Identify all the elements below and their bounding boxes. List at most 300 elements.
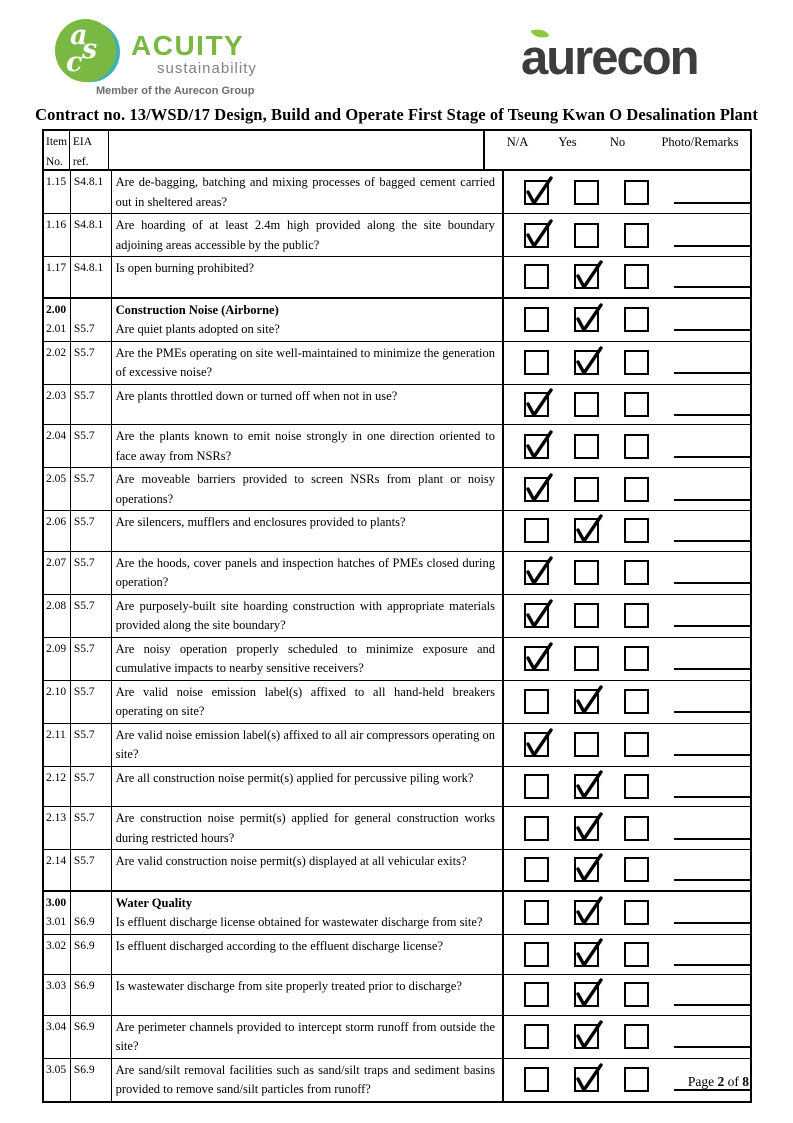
checkbox-no[interactable] bbox=[624, 646, 649, 671]
remarks-line[interactable] bbox=[674, 922, 750, 924]
question-text: Is effluent discharge license obtained for wastewater discharge from site? bbox=[115, 915, 483, 929]
checkbox-yes[interactable] bbox=[574, 900, 599, 925]
checkbox-yes[interactable] bbox=[574, 816, 599, 841]
answer-cell bbox=[504, 595, 750, 637]
eia-ref: S5.7 bbox=[73, 516, 95, 528]
eia-ref-cell bbox=[71, 638, 112, 680]
checkbox-yes[interactable] bbox=[574, 518, 599, 543]
section-title: Construction Noise (Airborne) bbox=[115, 302, 279, 317]
remarks-line[interactable] bbox=[674, 879, 750, 881]
checkmark-icon bbox=[522, 386, 555, 419]
item-sub-number: 2.01 bbox=[46, 323, 67, 335]
eia-ref: S6.9 bbox=[73, 1063, 95, 1076]
checkbox-yes[interactable] bbox=[574, 392, 599, 417]
remarks-line[interactable] bbox=[674, 456, 750, 458]
question-text: Is wastewater discharge from site properly treated prior to discharge? bbox=[115, 979, 462, 993]
page-number: Page 2 of 8 bbox=[687, 1074, 749, 1089]
table-row bbox=[44, 1058, 750, 1101]
eia-sub-ref: S6.9 bbox=[73, 916, 95, 928]
question-text: Are all construction noise permit(s) applied for percussive piling work? bbox=[115, 770, 474, 785]
remarks-line[interactable] bbox=[674, 202, 750, 204]
checkbox-na[interactable] bbox=[524, 982, 549, 1007]
question-cell bbox=[112, 468, 504, 510]
item-no-cell bbox=[44, 595, 71, 637]
checkmark-icon bbox=[572, 810, 605, 843]
item-number: 2.13 bbox=[46, 812, 67, 824]
item-number: 2.14 bbox=[46, 855, 67, 867]
answer-cell bbox=[504, 214, 750, 256]
question-text: Is open burning prohibited? bbox=[115, 261, 255, 275]
remarks-line[interactable] bbox=[674, 540, 750, 542]
question-text: Are purposely-built site hoarding construction with appropriate materials provided along the site boundary? bbox=[115, 598, 495, 632]
eia-ref: S5.7 bbox=[73, 599, 95, 612]
item-number: 2.03 bbox=[46, 389, 67, 402]
table-row bbox=[44, 551, 750, 594]
checkmark-icon bbox=[522, 726, 555, 759]
checkbox-na[interactable] bbox=[524, 1024, 549, 1049]
item-no-cell bbox=[44, 1016, 71, 1058]
question-cell bbox=[112, 257, 504, 297]
checkmark-icon bbox=[572, 683, 605, 716]
acuity-wordmark: ACUITY bbox=[131, 30, 245, 61]
checkmark-icon bbox=[522, 217, 555, 250]
answer-cell bbox=[504, 892, 750, 934]
remarks-line[interactable] bbox=[674, 796, 750, 798]
question-text: Are valid noise emission label(s) affixed to all hand-held breakers operating on site? bbox=[115, 684, 495, 718]
checkbox-na[interactable] bbox=[524, 560, 549, 585]
eia-ref: S5.7 bbox=[73, 430, 95, 442]
checkbox-yes[interactable] bbox=[574, 434, 599, 459]
remarks-line[interactable] bbox=[674, 668, 750, 670]
question-text: Are perimeter channels provided to intercept storm runoff from outside the site? bbox=[115, 1019, 495, 1053]
eia-ref bbox=[74, 894, 110, 914]
acuity-monogram-letter: c bbox=[66, 47, 83, 78]
checkmark-icon bbox=[522, 471, 555, 504]
checkbox-no[interactable] bbox=[624, 434, 649, 459]
item-number: 2.09 bbox=[46, 642, 67, 655]
checkbox-no[interactable] bbox=[624, 180, 649, 205]
eia-ref: S5.7 bbox=[73, 685, 95, 698]
checkbox-na[interactable] bbox=[524, 646, 549, 671]
question-cell bbox=[112, 807, 504, 849]
checkmark-icon bbox=[522, 174, 555, 207]
answer-cell bbox=[504, 681, 750, 723]
eia-ref-cell bbox=[71, 171, 112, 213]
answer-cell bbox=[504, 552, 750, 594]
checkbox-na[interactable] bbox=[524, 392, 549, 417]
question-cell bbox=[112, 1059, 504, 1101]
table-row bbox=[44, 467, 750, 510]
header-item-no: Item No. bbox=[44, 131, 70, 169]
acuity-monogram-letter: a bbox=[70, 20, 88, 51]
item-no-cell bbox=[44, 638, 71, 680]
item-number: 3.05 bbox=[46, 1063, 67, 1076]
checkbox-na[interactable] bbox=[524, 180, 549, 205]
checkbox-yes[interactable] bbox=[574, 603, 599, 628]
answer-cell bbox=[504, 257, 750, 297]
eia-ref: S6.9 bbox=[73, 980, 95, 992]
header-no: No bbox=[609, 135, 626, 149]
question-text: Are the plants known to emit noise strongly in one direction oriented to face away from NSRs? bbox=[115, 429, 495, 463]
checkbox-no[interactable] bbox=[624, 392, 649, 417]
table-row bbox=[44, 594, 750, 637]
header-na: N/A bbox=[506, 135, 529, 149]
item-no-cell bbox=[44, 681, 71, 723]
checkbox-yes[interactable] bbox=[574, 942, 599, 967]
eia-ref-cell bbox=[71, 468, 112, 510]
eia-ref: S6.9 bbox=[73, 939, 95, 952]
checkbox-yes[interactable] bbox=[574, 1067, 599, 1092]
item-number: 3.02 bbox=[46, 939, 67, 952]
checkbox-no[interactable] bbox=[624, 1067, 649, 1092]
question-cell bbox=[112, 975, 504, 1015]
item-number: 2.06 bbox=[46, 516, 67, 528]
checkmark-icon bbox=[572, 301, 605, 334]
checkbox-yes[interactable] bbox=[574, 732, 599, 757]
item-no-cell bbox=[44, 892, 71, 934]
question-cell bbox=[112, 1016, 504, 1058]
item-no-cell bbox=[44, 935, 71, 975]
remarks-line[interactable] bbox=[674, 245, 750, 247]
question-cell bbox=[112, 385, 504, 425]
eia-ref: S5.7 bbox=[73, 642, 95, 655]
table-row bbox=[44, 723, 750, 766]
item-no-cell bbox=[44, 850, 71, 890]
checkbox-na[interactable] bbox=[524, 689, 549, 714]
checkbox-na[interactable] bbox=[524, 350, 549, 375]
acuity-monogram-letter: s bbox=[82, 34, 98, 65]
checkbox-na[interactable] bbox=[524, 477, 549, 502]
table-header-row bbox=[44, 131, 750, 169]
answer-cell bbox=[504, 468, 750, 510]
checkbox-na[interactable] bbox=[524, 857, 549, 882]
item-number: 2.08 bbox=[46, 599, 67, 612]
question-text: Are valid construction noise permit(s) displayed at all vehicular exits? bbox=[115, 854, 467, 868]
question-cell bbox=[112, 171, 504, 213]
eia-ref: S5.7 bbox=[73, 473, 95, 485]
checkbox-na[interactable] bbox=[524, 816, 549, 841]
answer-cell bbox=[504, 724, 750, 766]
checkbox-no[interactable] bbox=[624, 223, 649, 248]
checklist-body bbox=[44, 169, 750, 1101]
item-number: 2.04 bbox=[46, 430, 67, 442]
question-cell bbox=[112, 850, 504, 890]
question-text: Are quiet plants adopted on site? bbox=[115, 322, 280, 336]
checkmark-icon bbox=[572, 1018, 605, 1051]
checkbox-na[interactable] bbox=[524, 774, 549, 799]
question-cell bbox=[112, 767, 504, 807]
checkbox-no[interactable] bbox=[624, 350, 649, 375]
eia-ref-cell bbox=[71, 892, 112, 934]
item-no-cell bbox=[44, 975, 71, 1015]
eia-ref: S4.8.1 bbox=[73, 219, 104, 231]
checkmark-icon bbox=[522, 640, 555, 673]
checkbox-no[interactable] bbox=[624, 774, 649, 799]
eia-ref: S5.7 bbox=[73, 728, 95, 741]
answer-cell bbox=[504, 511, 750, 551]
answer-cell bbox=[504, 975, 750, 1015]
checkbox-yes[interactable] bbox=[574, 689, 599, 714]
question-text: Are moveable barriers provided to screen NSRs from plant or noisy operations? bbox=[115, 472, 495, 506]
checkbox-na[interactable] bbox=[524, 223, 549, 248]
checkbox-yes[interactable] bbox=[574, 223, 599, 248]
eia-ref: S5.7 bbox=[73, 771, 95, 784]
remarks-line[interactable] bbox=[674, 499, 750, 501]
remarks-line[interactable] bbox=[674, 1004, 750, 1006]
table-row bbox=[44, 890, 750, 934]
table-row bbox=[44, 169, 750, 213]
eia-ref-cell bbox=[71, 1016, 112, 1058]
checkbox-yes[interactable] bbox=[574, 646, 599, 671]
eia-ref-cell bbox=[71, 385, 112, 425]
table-row bbox=[44, 680, 750, 723]
item-no-cell bbox=[44, 171, 71, 213]
checkmark-icon bbox=[572, 512, 605, 545]
checkbox-no[interactable] bbox=[624, 689, 649, 714]
question-cell bbox=[112, 892, 504, 934]
checkbox-na[interactable] bbox=[524, 732, 549, 757]
answer-cell bbox=[504, 425, 750, 467]
answer-cell bbox=[504, 385, 750, 425]
eia-ref: S5.7 bbox=[73, 346, 95, 359]
question-cell bbox=[112, 935, 504, 975]
checkbox-no[interactable] bbox=[624, 857, 649, 882]
question-cell bbox=[112, 552, 504, 594]
checkbox-na[interactable] bbox=[524, 434, 549, 459]
remarks-line[interactable] bbox=[674, 711, 750, 713]
remarks-line[interactable] bbox=[674, 964, 750, 966]
remarks-line[interactable] bbox=[674, 329, 750, 331]
remarks-line[interactable] bbox=[674, 754, 750, 756]
question-text: Is effluent discharged according to the effluent discharge license? bbox=[115, 938, 444, 953]
acuity-subtitle: sustainability bbox=[157, 60, 257, 77]
table-row bbox=[44, 1015, 750, 1058]
checkbox-yes[interactable] bbox=[574, 1024, 599, 1049]
checkbox-na[interactable] bbox=[524, 942, 549, 967]
checkmark-icon bbox=[522, 597, 555, 630]
aurecon-logo bbox=[521, 30, 751, 86]
eia-ref-cell bbox=[71, 935, 112, 975]
item-no-cell bbox=[44, 342, 71, 384]
checkmark-icon bbox=[572, 768, 605, 801]
checkbox-na[interactable] bbox=[524, 518, 549, 543]
remarks-line[interactable] bbox=[674, 838, 750, 840]
answer-cell bbox=[504, 935, 750, 975]
question-text: Are the PMEs operating on site well-maintained to minimize the generation of excessive noise? bbox=[115, 345, 495, 379]
eia-ref-cell bbox=[71, 681, 112, 723]
acuity-sustainability-logo bbox=[55, 19, 119, 85]
item-no-cell bbox=[44, 468, 71, 510]
eia-ref-cell bbox=[71, 850, 112, 890]
checkbox-no[interactable] bbox=[624, 732, 649, 757]
item-number: 1.16 bbox=[46, 219, 67, 231]
aurecon-wordmark: aurecon bbox=[521, 31, 698, 85]
checkbox-na[interactable] bbox=[524, 900, 549, 925]
checkbox-no[interactable] bbox=[624, 982, 649, 1007]
checkmark-icon bbox=[572, 976, 605, 1009]
table-row bbox=[44, 510, 750, 551]
eia-ref-cell bbox=[71, 724, 112, 766]
question-cell bbox=[112, 638, 504, 680]
eia-ref-cell bbox=[71, 511, 112, 551]
remarks-line[interactable] bbox=[674, 1046, 750, 1048]
question-cell bbox=[112, 342, 504, 384]
checkbox-yes[interactable] bbox=[574, 774, 599, 799]
eia-ref-cell bbox=[71, 975, 112, 1015]
eia-ref: S5.7 bbox=[73, 855, 95, 867]
answer-cell bbox=[504, 807, 750, 849]
checkmark-icon bbox=[522, 428, 555, 461]
question-text: Are hoarding of at least 2.4m high provided along the site boundary adjoining areas accessible by the public? bbox=[115, 218, 495, 252]
table-row bbox=[44, 384, 750, 425]
question-text: Are the hoods, cover panels and inspection hatches of PMEs closed during operation? bbox=[115, 555, 495, 589]
eia-ref-cell bbox=[71, 425, 112, 467]
section-title: Water Quality bbox=[115, 895, 193, 910]
table-row bbox=[44, 297, 750, 341]
eia-ref: S6.9 bbox=[73, 1020, 95, 1033]
table-row bbox=[44, 974, 750, 1015]
checkbox-no[interactable] bbox=[624, 307, 649, 332]
remarks-line[interactable] bbox=[674, 286, 750, 288]
checkbox-no[interactable] bbox=[624, 560, 649, 585]
answer-cell bbox=[504, 767, 750, 807]
header-yes: Yes bbox=[558, 135, 577, 149]
item-sub-number: 3.01 bbox=[46, 916, 67, 928]
item-number: 2.05 bbox=[46, 473, 67, 485]
header-question bbox=[109, 131, 485, 169]
checkbox-yes[interactable] bbox=[574, 180, 599, 205]
eia-ref: S5.7 bbox=[73, 812, 95, 824]
remarks-line[interactable] bbox=[674, 372, 750, 374]
question-cell bbox=[112, 214, 504, 256]
checkmark-icon bbox=[572, 894, 605, 927]
checkbox-no[interactable] bbox=[624, 477, 649, 502]
checkbox-na[interactable] bbox=[524, 1067, 549, 1092]
remarks-line[interactable] bbox=[674, 625, 750, 627]
checkbox-yes[interactable] bbox=[574, 477, 599, 502]
table-row bbox=[44, 766, 750, 807]
header-photo-remarks: Photo/Remarks bbox=[661, 135, 739, 149]
question-cell bbox=[112, 299, 504, 341]
question-text: Are de-bagging, batching and mixing processes of bagged cement carried out in sheltered areas? bbox=[115, 175, 495, 209]
answer-cell bbox=[504, 638, 750, 680]
question-cell bbox=[112, 724, 504, 766]
page-title: Contract no. 13/WSD/17 Design, Build and Operate First Stage of Tseung Kwan O Desalination Plant bbox=[35, 105, 758, 124]
item-number: 2.11 bbox=[46, 728, 66, 741]
eia-ref-cell bbox=[71, 552, 112, 594]
checkbox-na[interactable] bbox=[524, 603, 549, 628]
checkbox-no[interactable] bbox=[624, 603, 649, 628]
item-number: 2.07 bbox=[46, 556, 67, 569]
checkbox-yes[interactable] bbox=[574, 982, 599, 1007]
table-row bbox=[44, 934, 750, 975]
checkbox-no[interactable] bbox=[624, 900, 649, 925]
checkmark-icon bbox=[572, 344, 605, 377]
item-no-cell bbox=[44, 511, 71, 551]
remarks-line[interactable] bbox=[674, 582, 750, 584]
eia-ref-cell bbox=[71, 767, 112, 807]
eia-ref-cell bbox=[71, 1059, 112, 1101]
question-cell bbox=[112, 511, 504, 551]
checkmark-icon bbox=[572, 258, 605, 291]
item-number: 1.17 bbox=[46, 262, 67, 274]
eia-ref: S4.8.1 bbox=[73, 176, 104, 188]
acuity-logo-green-circle bbox=[55, 19, 116, 82]
answer-cell bbox=[504, 299, 750, 341]
eia-ref-cell bbox=[71, 299, 112, 341]
checkbox-no[interactable] bbox=[624, 942, 649, 967]
checkbox-na[interactable] bbox=[524, 307, 549, 332]
eia-ref-cell bbox=[71, 257, 112, 297]
item-no-cell bbox=[44, 385, 71, 425]
item-no-cell bbox=[44, 257, 71, 297]
checkbox-yes[interactable] bbox=[574, 560, 599, 585]
question-cell bbox=[112, 595, 504, 637]
item-number: 1.15 bbox=[46, 176, 67, 188]
item-no-cell bbox=[44, 724, 71, 766]
eia-ref: S4.8.1 bbox=[73, 262, 104, 274]
table-row bbox=[44, 341, 750, 384]
remarks-line[interactable] bbox=[674, 414, 750, 416]
acuity-tagline: Member of the Aurecon Group bbox=[96, 85, 255, 97]
eia-ref bbox=[74, 301, 110, 321]
eia-ref: S5.7 bbox=[73, 389, 95, 402]
item-no-cell bbox=[44, 299, 71, 341]
checkbox-yes[interactable] bbox=[574, 350, 599, 375]
eia-sub-ref: S5.7 bbox=[73, 323, 95, 335]
item-number: 3.00 bbox=[46, 896, 67, 909]
checkbox-no[interactable] bbox=[624, 1024, 649, 1049]
answer-cell bbox=[504, 171, 750, 213]
checkmark-icon bbox=[572, 851, 605, 884]
checkbox-yes[interactable] bbox=[574, 307, 599, 332]
item-number: 3.03 bbox=[46, 980, 67, 992]
table-row bbox=[44, 806, 750, 849]
question-text: Are plants throttled down or turned off when not in use? bbox=[115, 388, 398, 403]
table-row bbox=[44, 213, 750, 256]
item-number: 2.10 bbox=[46, 685, 67, 698]
eia-ref-cell bbox=[71, 595, 112, 637]
item-no-cell bbox=[44, 214, 71, 256]
item-no-cell bbox=[44, 807, 71, 849]
item-no-cell bbox=[44, 767, 71, 807]
item-number: 2.12 bbox=[46, 771, 67, 784]
eia-ref: S5.7 bbox=[73, 556, 95, 569]
checkbox-no[interactable] bbox=[624, 518, 649, 543]
item-number: 2.00 bbox=[46, 303, 67, 316]
eia-ref-cell bbox=[71, 342, 112, 384]
checkbox-yes[interactable] bbox=[574, 264, 599, 289]
question-text: Are sand/silt removal facilities such as sand/silt traps and sediment basins provided to remove sand/silt particles from runoff? bbox=[115, 1062, 495, 1096]
checkbox-no[interactable] bbox=[624, 816, 649, 841]
item-no-cell bbox=[44, 425, 71, 467]
checkbox-no[interactable] bbox=[624, 264, 649, 289]
checkmark-icon bbox=[572, 936, 605, 969]
question-cell bbox=[112, 681, 504, 723]
question-text: Are silencers, mufflers and enclosures provided to plants? bbox=[115, 515, 406, 529]
checklist-table bbox=[42, 129, 752, 1103]
checkbox-yes[interactable] bbox=[574, 857, 599, 882]
eia-ref-cell bbox=[71, 807, 112, 849]
checkbox-na[interactable] bbox=[524, 264, 549, 289]
eia-ref-cell bbox=[71, 214, 112, 256]
item-no-cell bbox=[44, 552, 71, 594]
table-row bbox=[44, 637, 750, 680]
answer-cell bbox=[504, 342, 750, 384]
item-no-cell bbox=[44, 1059, 71, 1101]
question-text: Are noisy operation properly scheduled to minimize exposure and cumulative impacts to nearby sensitive receivers? bbox=[115, 641, 495, 675]
item-number: 3.04 bbox=[46, 1020, 67, 1033]
